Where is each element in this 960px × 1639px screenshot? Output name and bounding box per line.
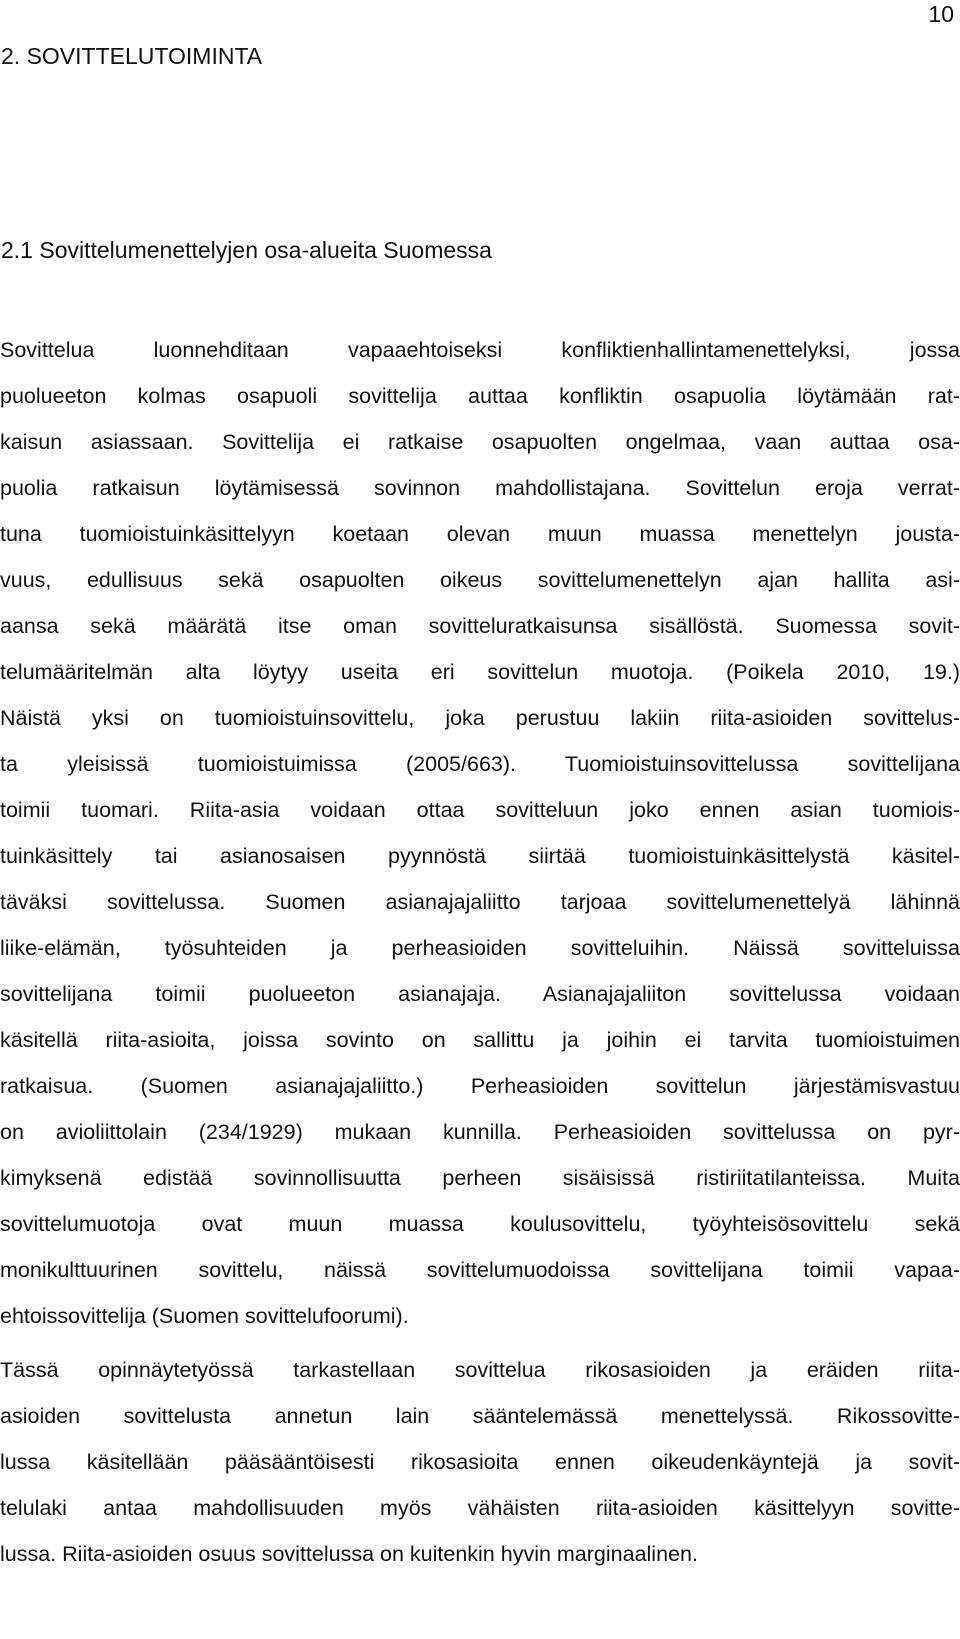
paragraph-1 (0, 327, 960, 1339)
text-line: käsitellä riita-asioita, joissa sovinto on sallittu ja joihin ei tarvita tuomioistuimen (0, 1028, 960, 1052)
text-line: asioiden sovittelusta annetun lain sääntelemässä menettelyssä. Rikossovitte- (0, 1404, 960, 1428)
text-line: liike-elämän, työsuhteiden ja perheasioiden sovitteluihin. Näissä sovitteluissa (0, 936, 960, 960)
text-line: monikulttuurinen sovittelu, näissä sovittelumuodoissa sovittelijana toimii vapaa- (0, 1258, 960, 1282)
text-line: ta yleisissä tuomioistuimissa (2005/663). Tuomioistuinsovittelussa sovittelijana (0, 752, 960, 776)
text-line: vuus, edullisuus sekä osapuolten oikeus sovittelumenettelyn ajan hallita asi- (0, 568, 960, 592)
text-line: lussa käsitellään pääsääntöisesti rikosasioita ennen oikeudenkäyntejä ja sovit- (0, 1450, 960, 1474)
text-line: telumääritelmän alta löytyy useita eri sovittelun muotoja. (Poikela 2010, 19.) (0, 660, 960, 684)
text-line: Sovittelua luonnehditaan vapaaehtoiseksi konfliktienhallintamenettelyksi, jossa (0, 338, 960, 362)
text-line: puolia ratkaisun löytämisessä sovinnon mahdollistajana. Sovittelun eroja verrat- (0, 476, 960, 500)
text-line: täväksi sovittelussa. Suomen asianajajaliitto tarjoaa sovittelumenettelyä lähinnä (0, 890, 960, 914)
page-number: 10 (928, 1, 954, 27)
text-line: on avioliittolain (234/1929) mukaan kunnilla. Perheasioiden sovittelussa on pyr- (0, 1120, 960, 1144)
text-line: ehtoissovittelija (Suomen sovittelufoorumi). (0, 1304, 409, 1328)
text-line: toimii tuomari. Riita-asia voidaan ottaa sovitteluun joko ennen asian tuomiois- (0, 798, 960, 822)
text-line: ratkaisua. (Suomen asianajajaliitto.) Perheasioiden sovittelun järjestämisvastuu (0, 1074, 960, 1098)
text-line: lussa. Riita-asioiden osuus sovittelussa on kuitenkin hyvin marginaalinen. (0, 1542, 698, 1566)
paragraph-2 (0, 1347, 960, 1577)
section-title: 2.1 Sovittelumenettelyjen osa-alueita Suomessa (1, 237, 492, 263)
text-line: Näistä yksi on tuomioistuinsovittelu, joka perustuu lakiin riita-asioiden sovittelus- (0, 706, 960, 730)
text-line: Tässä opinnäytetyössä tarkastellaan sovittelua rikosasioiden ja eräiden riita- (0, 1358, 960, 1382)
text-line: sovittelijana toimii puolueeton asianajaja. Asianajajaliiton sovittelussa voidaan (0, 982, 960, 1006)
text-line: telulaki antaa mahdollisuuden myös vähäisten riita-asioiden käsittelyyn sovitte- (0, 1496, 960, 1520)
text-line: kimyksenä edistää sovinnollisuutta perheen sisäisissä ristiriitatilanteissa. Muita (0, 1166, 960, 1190)
text-line: kaisun asiassaan. Sovittelija ei ratkaise osapuolten ongelmaa, vaan auttaa osa- (0, 430, 960, 454)
chapter-title: 2. SOVITTELUTOIMINTA (1, 43, 263, 69)
text-line: tuinkäsittely tai asianosaisen pyynnöstä siirtää tuomioistuinkäsittelystä käsitel- (0, 844, 960, 868)
text-line: aansa sekä määrätä itse oman sovitteluratkaisunsa sisällöstä. Suomessa sovit- (0, 614, 960, 638)
text-line: tuna tuomioistuinkäsittelyyn koetaan olevan muun muassa menettelyn jousta- (0, 522, 960, 546)
text-line: puolueeton kolmas osapuoli sovittelija auttaa konfliktin osapuolia löytämään rat- (0, 384, 960, 408)
text-line: sovittelumuotoja ovat muun muassa koulusovittelu, työyhteisösovittelu sekä (0, 1212, 960, 1236)
